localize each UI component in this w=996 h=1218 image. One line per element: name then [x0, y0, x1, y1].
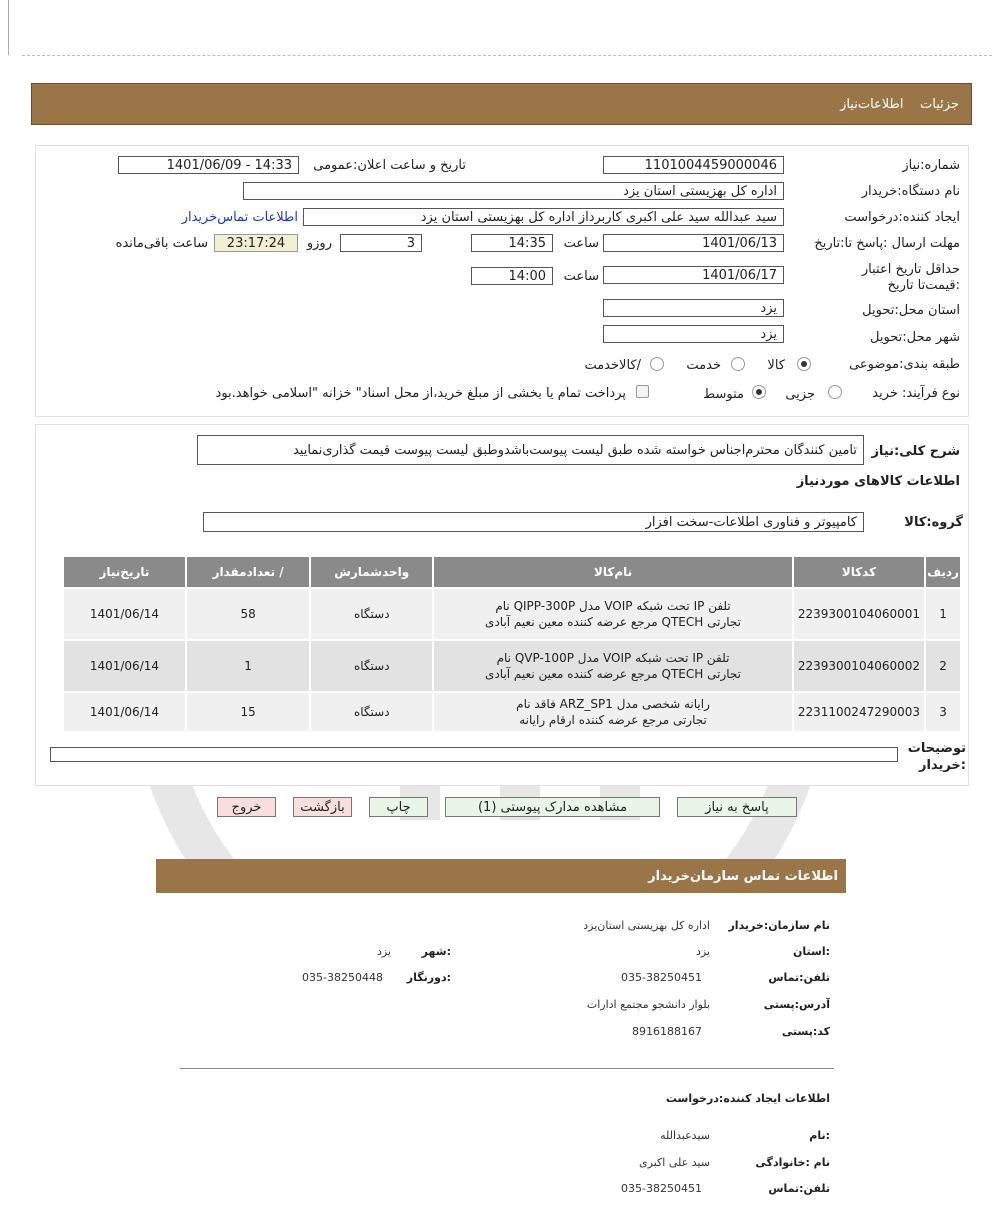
cell-date: 1401/06/14 — [63, 640, 186, 692]
deadline-label: مهلت ارسال :پاسخ تا:تاریخ — [814, 236, 960, 251]
view-documents-button[interactable]: مشاهده مدارک پیوستی (1) — [445, 797, 660, 817]
deadline-date-field: 1401/06/13 — [603, 234, 784, 252]
breadcrumb-details[interactable]: جزئیات — [920, 97, 959, 112]
requester-name-label: :نام — [809, 1129, 830, 1142]
reply-button[interactable]: پاسخ به نیاز — [677, 797, 797, 817]
contact-fax-value: 035-38250448 — [302, 971, 383, 984]
process-partial-label: جزیی — [785, 387, 815, 402]
contact-title: اطلاعات تماس سازمان‌خریدار — [648, 869, 838, 884]
category-goods-radio[interactable] — [797, 357, 811, 371]
requester-name-value: سیدعبدالله — [660, 1129, 710, 1142]
contact-city-value: یزد — [376, 945, 391, 958]
city-label: شهر محل:تحویل — [870, 330, 960, 345]
cell-qty: 1 — [186, 640, 310, 692]
cell-date: 1401/06/14 — [63, 692, 186, 732]
col-date: تاریخ‌نیاز — [63, 556, 186, 588]
days-label: روزو — [306, 236, 332, 251]
breadcrumb-need-info[interactable]: اطلاعات‌نیاز — [840, 97, 904, 112]
col-unit: واحدشمارش — [310, 556, 433, 588]
contact-postal-label: کد:پستی — [781, 1025, 830, 1038]
notes-label: توضیحات :خریدار — [907, 741, 966, 773]
goods-info-title: اطلاعات کالاهای موردنیاز — [796, 474, 960, 489]
cell-qty: 58 — [186, 588, 310, 640]
category-goods-label: کالا — [767, 358, 785, 373]
desc-label: شرح کلی:نیاز — [871, 444, 960, 459]
group-field: کامپیوتر و فناوری اطلاعات-سخت افزار — [203, 512, 864, 532]
requester-title: اطلاعات ایجاد کننده:درخواست — [665, 1092, 830, 1105]
back-button[interactable]: بازگشت — [293, 797, 352, 817]
cell-name: رایانه شخصی مدل ARZ_SP1 فاقد نام تجارتی مرجع عرضه کننده ارقام رایانه — [433, 692, 793, 732]
deadline-time-field: 14:35 — [471, 234, 553, 252]
validity-time-field: 14:00 — [471, 267, 553, 285]
days-field: 3 — [340, 234, 422, 252]
buyer-contact-link[interactable]: اطلاعات تماس‌خریدار — [181, 210, 298, 225]
table-row — [63, 640, 961, 692]
requester-phone-label: تلفن:تماس — [768, 1182, 830, 1195]
notes-field — [50, 747, 898, 762]
contact-address-value: بلوار دانشجو مجتمع ادارات — [586, 998, 710, 1011]
cell-date: 1401/06/14 — [63, 588, 186, 640]
remaining-timer: 23:17:24 — [214, 234, 298, 252]
announce-field: 1401/06/09 - 14:33 — [118, 156, 299, 174]
province-label: استان محل:تحویل — [862, 303, 960, 318]
section-divider — [180, 1068, 834, 1069]
cell-index: 1 — [925, 588, 961, 640]
requester-family-value: سید علی اکبری — [639, 1156, 710, 1169]
cell-unit: دستگاه — [310, 692, 433, 732]
announce-label: تاریخ و ساعت اعلان:عمومی — [313, 158, 466, 173]
contact-phone-label: تلفن:تماس — [768, 971, 830, 984]
contact-province-label: :استان — [793, 945, 830, 958]
creator-field: سید عبدالله سید علی اکبری کاربرداز اداره کل بهزیستی استان یزد — [303, 208, 784, 226]
exit-button[interactable]: خروج — [217, 797, 276, 817]
col-index: ردیف — [925, 556, 961, 588]
contact-phone-value: 035-38250451 — [621, 971, 702, 984]
process-partial-radio[interactable] — [828, 385, 842, 399]
validity-date-field: 1401/06/17 — [603, 266, 784, 284]
need-number-field: 1101004459000046 — [603, 156, 784, 174]
contact-fax-label: :دورنگار — [406, 971, 451, 984]
group-label: گروه:کالا — [904, 515, 963, 530]
buyer-org-label: نام دستگاه:خریدار — [861, 184, 960, 199]
cell-code: 2231100247290003 — [793, 692, 925, 732]
cell-code: 2239300104060002 — [793, 640, 925, 692]
payment-note: پرداخت تمام یا بخشی از مبلغ خرید،از محل اسناد" خزانه "اسلامی خواهد.بود — [215, 386, 626, 401]
buyer-org-field: اداره کل بهزیستی استان یزد — [243, 182, 784, 200]
print-button[interactable]: چاپ — [369, 797, 428, 817]
process-medium-label: متوسط — [703, 387, 744, 402]
cell-unit: دستگاه — [310, 640, 433, 692]
top-divider — [22, 55, 992, 56]
province-field: یزد — [603, 299, 784, 317]
payment-checkbox[interactable] — [636, 385, 649, 398]
contact-org-value: اداره کل بهزیستی استان‌یزد — [583, 919, 710, 932]
cell-code: 2239300104060001 — [793, 588, 925, 640]
process-label: نوع فرآیند: خرید — [872, 386, 960, 401]
cell-name: تلفن IP تحت شبکه VOIP مدل QIPP-300P نام تجارتی QTECH مرجع عرضه کننده معین نعیم آبادی — [433, 588, 793, 640]
cell-index: 2 — [925, 640, 961, 692]
contact-province-value: یزد — [695, 945, 710, 958]
contact-org-label: نام سازمان:خریدار — [728, 919, 830, 932]
breadcrumb — [840, 97, 959, 112]
col-name: نام‌کالا — [433, 556, 793, 588]
category-both-radio[interactable] — [650, 357, 664, 371]
items-table — [62, 555, 962, 733]
table-header-row — [63, 556, 961, 588]
category-label: طبقه بندی:موضوعی — [849, 357, 960, 372]
requester-phone-value: 035-38250451 — [621, 1182, 702, 1195]
cell-unit: دستگاه — [310, 588, 433, 640]
category-service-radio[interactable] — [731, 357, 745, 371]
contact-address-label: آدرس:پستی — [763, 998, 830, 1011]
header-bar — [31, 83, 972, 125]
cell-qty: 15 — [186, 692, 310, 732]
cell-index: 3 — [925, 692, 961, 732]
desc-field: تامین کنندگان محترم‌اجناس خواسته شده طبق لیست پیوست‌باشدوطبق لیست پیوست قیمت گذاری‌نمایید — [197, 435, 864, 465]
need-number-label: شماره:نیاز — [902, 158, 960, 173]
contact-city-label: :شهر — [421, 945, 451, 958]
contact-header — [156, 859, 846, 893]
remaining-label: ساعت باقی‌مانده — [115, 236, 208, 251]
process-medium-radio[interactable] — [752, 385, 766, 399]
col-qty: / تعدادمقدار — [186, 556, 310, 588]
city-field: یزد — [603, 325, 784, 343]
left-border — [8, 0, 9, 55]
category-both-label: /کالاخدمت — [584, 358, 641, 373]
contact-postal-value: 8916188167 — [632, 1025, 702, 1038]
cell-name: تلفن IP تحت شبکه VOIP مدل QVP-100P نام تجارتی QTECH مرجع عرضه کننده معین نعیم آبادی — [433, 640, 793, 692]
category-service-label: خدمت — [686, 358, 721, 373]
table-row — [63, 692, 961, 732]
validity-time-label: ساعت — [563, 269, 599, 284]
col-code: کدکالا — [793, 556, 925, 588]
table-row — [63, 588, 961, 640]
requester-family-label: نام :خانوادگی — [755, 1156, 830, 1169]
validity-label: حداقل تاریخ اعتبار :قیمت‌تا تاریخ — [861, 262, 960, 293]
deadline-time-label: ساعت — [563, 236, 599, 251]
creator-label: ایجاد کننده:درخواست — [844, 210, 960, 225]
